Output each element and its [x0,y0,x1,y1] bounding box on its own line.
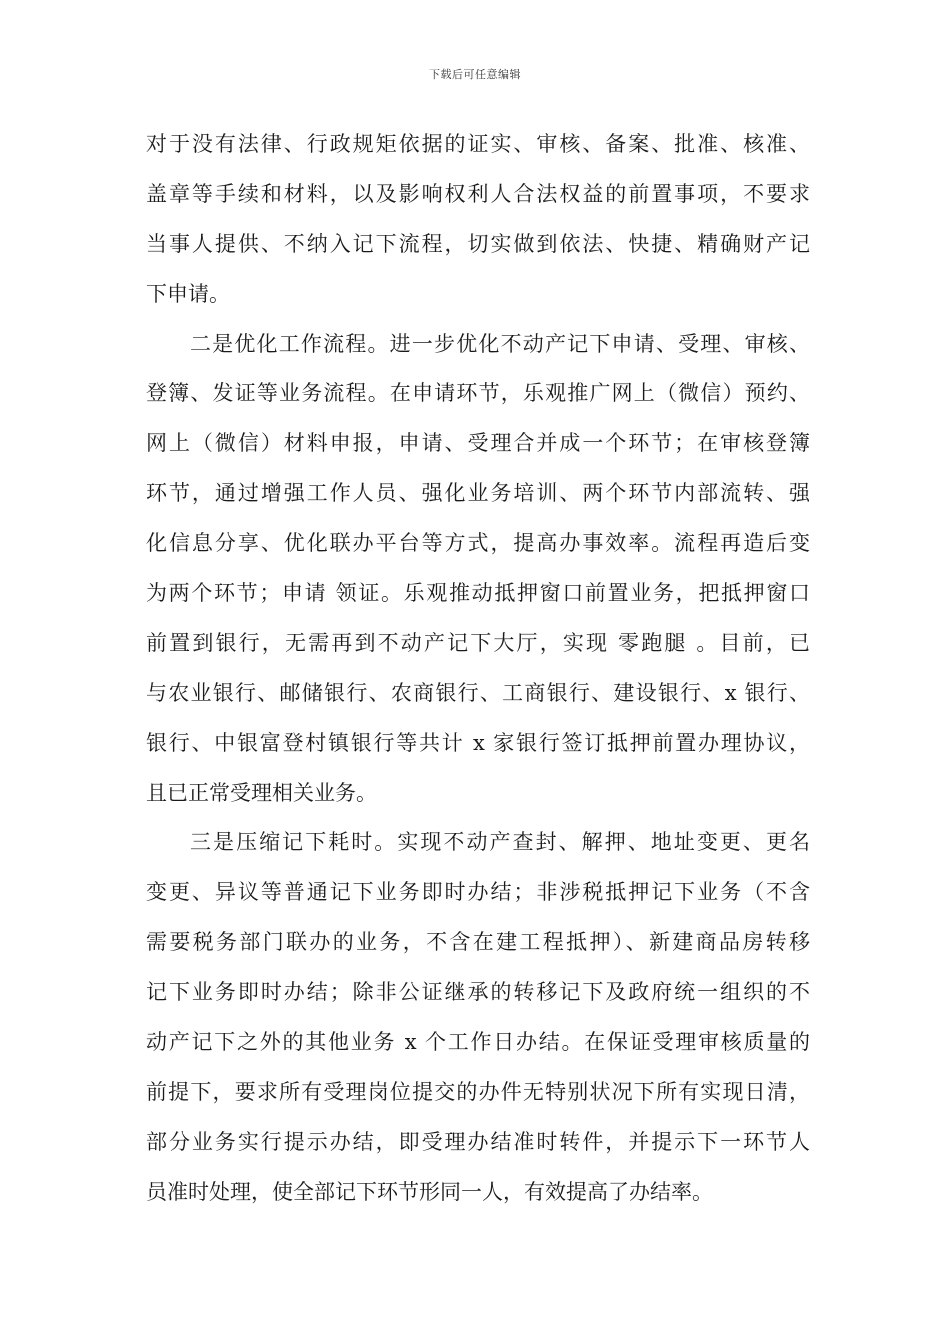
text-line: 银行、中银富登村镇银行等共计 x 家银行签订抵押前置办理协议， [146,730,810,755]
text-line: 与农业银行、邮储银行、农商银行、工商银行、建设银行、x 银行、 [146,680,810,705]
page-header: 下载后可任意编辑 [429,68,521,81]
text-line: 前置到银行，无需再到不动产记下大厅，实现 零跑腿 。目前，已 [146,630,810,655]
text-line: 化信息分享、优化联办平台等方式，提高办事效率。流程再造后变 [146,531,810,556]
text-line: 当事人提供、不纳入记下流程，切实做到依法、快捷、精确财产记 [146,231,810,256]
text-line: 动产记下之外的其他业务 x 个工作日办结。在保证受理审核质量的 [146,1030,810,1055]
text-line: 需要税务部门联办的业务，不含在建工程抵押）、新建商品房转移 [146,930,810,955]
text-line: 盖章等手续和材料，以及影响权利人合法权益的前置事项，不要求 [146,181,810,206]
text-line: 且已正常受理相关业务。 [146,780,377,805]
document-body [146,129,810,1227]
text-line: 部分业务实行提示办结，即受理办结准时转件，并提示下一环节人 [146,1129,810,1154]
text-line: 对于没有法律、行政规矩依据的证实、审核、备案、批准、核准、 [146,132,810,156]
text-line: 为两个环节；申请 领证。乐观推动抵押窗口前置业务，把抵押窗口 [146,581,810,606]
text-line: 下申请。 [146,281,230,306]
text-line: 网上（微信）材料申报，申请、受理合并成一个环节；在审核登簿 [146,431,810,456]
text-line: 前提下，要求所有受理岗位提交的办件无特别状况下所有实现日清， [146,1079,810,1104]
text-line: 变更、异议等普通记下业务即时办结；非涉税抵押记下业务（不含 [146,880,810,905]
text-line: 环节，通过增强工作人员、强化业务培训、两个环节内部流转、强 [146,481,810,506]
text-line: 登簿、发证等业务流程。在申请环节，乐观推广网上（微信）预约、 [146,381,810,406]
paragraph-first-line: 三是压缩记下耗时。实现不动产查封、解押、地址变更、更名 [190,830,810,855]
paragraph-first-line: 二是优化工作流程。进一步优化不动产记下申请、受理、审核、 [190,331,810,356]
text-line: 记下业务即时办结；除非公证继承的转移记下及政府统一组织的不 [146,980,810,1005]
text-line: 员准时处理，使全部记下环节形同一人，有效提高了办结率。 [146,1179,713,1204]
